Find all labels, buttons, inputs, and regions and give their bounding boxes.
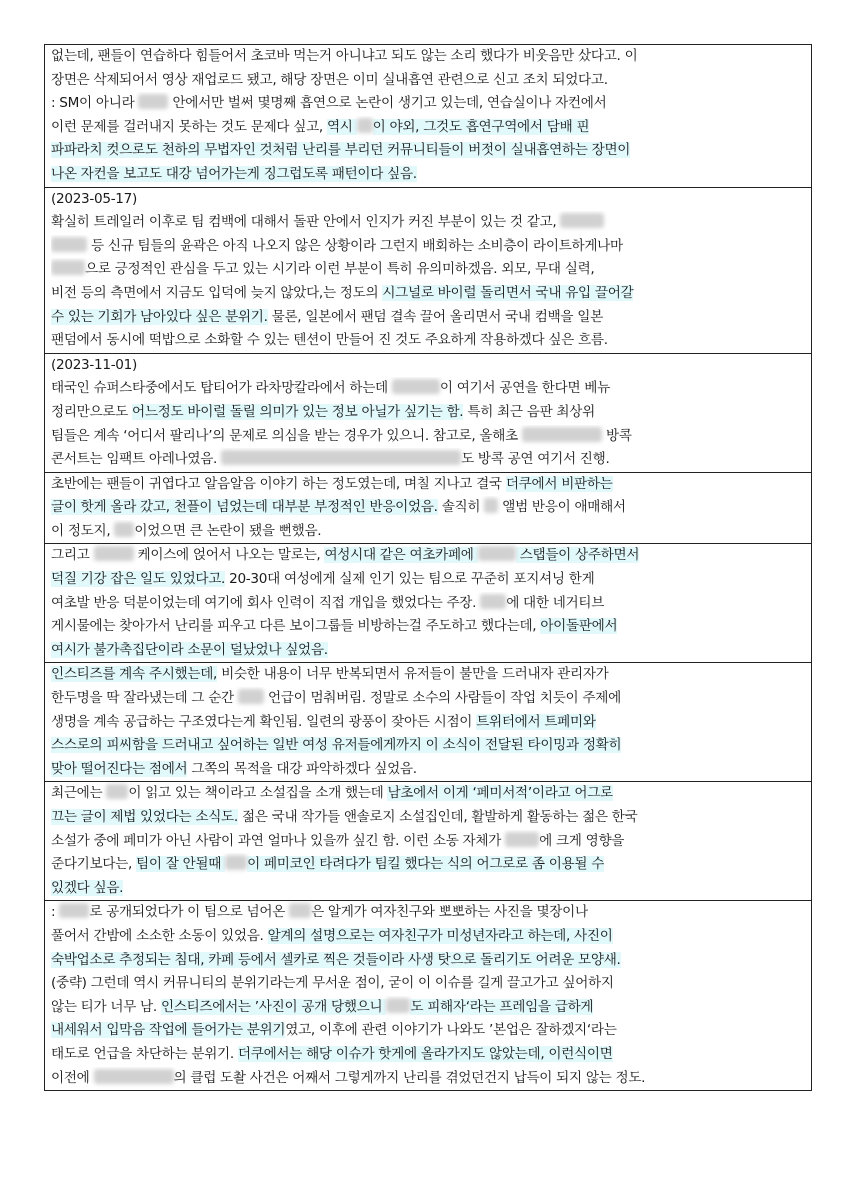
text-line <box>51 377 811 401</box>
redacted-name <box>386 998 410 1013</box>
text-line <box>51 188 811 212</box>
text-segment: 비슷한 내용이 너무 반복되면서 유저들이 불만을 드러내자 관리자가 <box>217 666 609 683</box>
text-segment: 도 방콕 공연 여기서 진행. <box>461 451 610 468</box>
highlighted-text: 내세워서 입막음 작업에 들어가는 분위기 <box>51 1022 286 1039</box>
redacted-name <box>106 784 128 799</box>
highlighted-text: 아이돌판에서 <box>540 618 618 635</box>
text-line <box>51 258 811 282</box>
text-line <box>51 69 811 93</box>
highlighted-text: 스스로의 피씨함을 드러내고 싶어하는 일반 여성 유저들에게까지 이 소식이 전달된 타이밍과 정확히 <box>51 737 622 754</box>
text-segment: 방콕 <box>601 427 632 444</box>
text-segment: 확실히 트레일러 이후로 팀 컴백에 대해서 돌판 안에서 인지가 커진 부분이 있는 것 같고, <box>51 214 561 231</box>
text-segment: 언급이 멈춰버림. 정말로 소수의 사람들이 작업 치듯이 주제에 <box>263 690 621 707</box>
text-line <box>51 758 811 782</box>
text-line <box>51 830 811 854</box>
text-segment: 케이스에 얹어서 나오는 말로는, <box>133 547 325 564</box>
text-line <box>51 734 811 758</box>
text-line <box>51 163 811 187</box>
highlighted-text: 파파라치 컷으로도 천하의 무법자인 것처럼 난리를 부리던 커뮤니티들이 버젓이 실내흡연하는 장면이 <box>51 142 631 159</box>
text-segment: (2023-11-01) <box>51 356 138 373</box>
text-segment: 생명을 계속 공급하는 구조였다는게 확인됨. 일련의 광풍이 잦아든 시점이 <box>51 713 477 730</box>
redacted-name <box>94 1069 174 1084</box>
highlighted-text: 여성시대 같은 여초카페에 <box>324 547 478 564</box>
text-line <box>51 282 811 306</box>
text-segment: 였고, 이후에 관련 이야기가 나와도 ’본업은 잘하겠지‘라는 <box>285 1022 617 1039</box>
text-line <box>51 592 811 616</box>
text-line <box>51 116 811 140</box>
text-segment: 팬덤에서 동시에 떡밥으로 소화할 수 있는 텐션이 만들어 진 것도 주요하게 작용하겠다 싶은 흐름. <box>51 332 608 349</box>
highlighted-text: 여시가 불가촉집단이라 소문이 덜났었나 싶었음. <box>51 641 328 658</box>
redacted-name <box>114 522 134 537</box>
highlighted-text: 인스티즈에서는 ’사진이 공개 당했으니 <box>160 998 387 1015</box>
highlighted-text: 더쿠에서 비판하는 <box>505 475 613 492</box>
highlighted-text: 이 페미코인 타려다가 팀킬 했다는 식의 어그로로 좀 이용될 수 <box>247 856 605 873</box>
text-line <box>51 448 811 472</box>
text-line <box>51 520 811 544</box>
redacted-name <box>51 237 87 252</box>
highlighted-text: 트위터에서 트페미와 <box>476 713 596 730</box>
text-segment: 특히 최근 음판 최상위 <box>463 403 595 420</box>
redacted-name <box>138 94 168 109</box>
text-segment: 게시물에는 찾아가서 난리를 피우고 다른 보이그룹들 비방하는걸 주도하고 했다는데, <box>51 618 541 635</box>
text-segment: 이런 문제를 걸러내지 못하는 것도 문제다 싶고, <box>51 118 327 135</box>
text-line <box>51 1019 811 1043</box>
text-segment: 비전 등의 측면에서 지금도 입덕에 늦지 않았다,는 정도의 <box>51 284 383 301</box>
text-segment: 한두명을 딱 잘라냈는데 그 순간 <box>51 690 238 707</box>
text-line <box>51 425 811 449</box>
table-row <box>45 45 811 188</box>
highlighted-text: 인스티즈를 계속 주시했는데, <box>51 666 218 683</box>
text-segment: 은 알게가 여자친구와 뽀뽀하는 사진을 몇장이나 <box>311 904 588 921</box>
text-line <box>51 877 811 901</box>
highlighted-text: 있겠다 싶음. <box>51 879 124 896</box>
text-line <box>51 401 811 425</box>
text-line <box>51 639 811 663</box>
redacted-name <box>392 379 440 394</box>
text-segment: 등 신규 팀들의 윤곽은 아직 나오지 않은 상황이라 그런지 배회하는 소비층이 라이트하게나마 <box>87 237 623 254</box>
text-line <box>51 1043 811 1067</box>
redacted-name <box>238 689 264 704</box>
text-segment: 이 정도지, <box>51 522 115 539</box>
document-table <box>44 44 812 1091</box>
highlighted-text: 덕질 기강 잡은 일도 있었다고. <box>51 571 226 588</box>
text-line <box>51 853 811 877</box>
text-segment: 장면은 삭제되어서 영상 재업로드 됐고, 해당 장면은 이미 실내흡연 관련으로 신고 조치 되었다고. <box>51 71 608 88</box>
highlighted-text: 남초에서 이게 ‘페미서적’이라고 어그로 <box>387 785 613 802</box>
redacted-name <box>505 832 539 847</box>
redacted-name <box>221 450 461 465</box>
text-segment: 그리고 <box>51 547 94 564</box>
text-line <box>51 45 811 69</box>
text-segment: 않는 티가 너무 남. <box>51 998 161 1015</box>
text-line <box>51 496 811 520</box>
table-row <box>45 782 811 901</box>
text-segment: 앨범 반응이 애매해서 <box>498 499 626 516</box>
redacted-name <box>94 546 134 561</box>
highlighted-text: 끄는 글이 제법 있었다는 소식도. <box>51 809 238 825</box>
text-segment: 준다기보다는, <box>51 856 137 873</box>
text-line <box>51 663 811 687</box>
redacted-name <box>59 903 89 918</box>
text-line <box>51 473 811 497</box>
text-segment: 풀어서 간밤에 소소한 소동이 있었음. <box>51 927 268 944</box>
highlighted-text: 도 피해자‘라는 프레임을 급하게 <box>410 998 594 1015</box>
text-segment: 로 공개되었다가 이 팀으로 넘어온 <box>89 904 290 921</box>
highlighted-text: 역시 <box>326 118 357 135</box>
text-segment: 이었으면 큰 논란이 됐을 뻔했음. <box>134 522 322 539</box>
highlighted-text: 시그널로 바이럴 돌리면서 국내 유입 끌어갈 <box>382 284 634 301</box>
text-line <box>51 329 811 353</box>
text-segment: 솔직히 <box>437 499 485 516</box>
text-line <box>51 711 811 735</box>
text-segment: 그쪽의 목적을 대강 파악하겠다 싶었음. <box>187 760 417 777</box>
text-line <box>51 925 811 949</box>
highlighted-text: 더쿠에서는 해당 이슈가 핫게에 올라가지도 않았는데, 이런식이면 <box>237 1045 613 1062</box>
text-line <box>51 568 811 592</box>
text-segment: 초반에는 팬들이 귀엽다고 알음알음 이야기 하는 정도였는데, 며칠 지나고 결국 <box>51 475 506 492</box>
text-segment: 안에서만 벌써 몇명째 흡연으로 논란이 생기고 있는데, 연습실이나 자컨에서 <box>168 95 607 112</box>
text-segment: 태국인 슈퍼스타중에서도 탑티어가 라차망칼라에서 하는데 <box>51 380 392 397</box>
redacted-name <box>560 213 604 228</box>
text-segment: 이 읽고 있는 책이라고 소설집을 소개 했는데 <box>128 785 388 802</box>
text-segment: 정리만으로도 <box>51 403 133 420</box>
text-line <box>51 306 811 330</box>
table-row <box>45 188 811 354</box>
text-segment: 에 대한 네거티브 <box>506 594 605 611</box>
highlighted-text: 수 있는 기회가 남아있다 싶은 분위기. <box>51 308 268 325</box>
text-segment: 태도로 언급을 차단하는 분위기. <box>51 1045 238 1062</box>
redacted-name <box>289 903 311 918</box>
text-line <box>51 235 811 259</box>
text-line <box>51 544 811 568</box>
redacted-name <box>484 498 498 513</box>
highlighted-text: 이 야외, 그것도 흡연구역에서 담배 핀 <box>372 118 590 135</box>
text-segment: (2023-05-17) <box>51 190 138 207</box>
text-segment: 의 클럽 도촬 사건은 어째서 그렇게까지 난리를 겪었던건지 납득이 되지 않는 정도. <box>173 1069 646 1086</box>
table-row <box>45 663 811 782</box>
text-segment: 물론, 일본에서 팬덤 결속 끌어 올리면서 국내 컴백을 일본 <box>267 308 603 325</box>
text-segment: 에 크게 영향을 <box>539 832 625 849</box>
highlighted-text: 맞아 떨어진다는 점에서 <box>51 760 188 777</box>
page-margin <box>0 1165 850 1201</box>
text-segment: : SM이 아니라 <box>51 95 139 112</box>
text-line <box>51 92 811 116</box>
text-segment: 최근에는 <box>51 785 107 802</box>
redacted-name <box>480 594 506 609</box>
highlighted-text: 알계의 설명으로는 여자친구가 미성년자라고 하는데, 사진이 <box>267 927 613 944</box>
text-segment: 여초발 반응 덕분이었는데 여기에 회사 인력이 직접 개입을 했었다는 주장. <box>51 594 481 611</box>
highlighted-text: 팀이 잘 안될때 <box>136 856 226 873</box>
redacted-name <box>522 427 602 442</box>
text-segment: 팀들은 계속 ‘어디서 팔리나’의 문제로 의심을 받는 경우가 있으니. 참고로, 올해초 <box>51 427 522 444</box>
table-row <box>45 473 811 545</box>
redacted-name <box>478 546 516 561</box>
text-segment: 콘서트는 임팩트 아레나였음. <box>51 451 222 468</box>
table-row <box>45 354 811 473</box>
highlighted-text: 글이 핫게 올라 갔고, 천플이 넘었는데 대부분 부정적인 반응이었음. <box>51 499 438 516</box>
text-segment: : <box>51 904 60 921</box>
text-segment: 20-30대 여성에게 실제 인기 있는 팀으로 꾸준히 포지셔닝 한게 <box>225 571 595 588</box>
highlighted-text: 나온 자컨을 보고도 대강 넘어가는게 징그럽도록 패턴이다 싶음. <box>51 165 417 182</box>
text-line <box>51 901 811 925</box>
highlighted-text: 숙박업소로 추정되는 침대, 카페 등에서 셀카로 찍은 것들이라 사생 탓으로 돌리기도 어려운 모양새. <box>51 951 621 968</box>
text-segment: 이전에 <box>51 1069 94 1086</box>
text-segment: (중략) 그런데 역시 커뮤니티의 분위기라는게 무서운 점이, 굳이 이 이슈를 길게 끌고가고 싶어하지 <box>51 975 614 992</box>
text-segment: 소설가 중에 페미가 아닌 사람이 과연 얼마나 있을까 싶긴 함. 이런 소동 자체가 <box>51 832 506 849</box>
table-row <box>45 544 811 663</box>
redacted-name <box>357 118 373 133</box>
text-segment: 이 여기서 공연을 한다면 베뉴 <box>439 380 610 397</box>
redacted-name <box>51 260 85 275</box>
text-line <box>51 949 811 973</box>
text-line <box>51 782 811 806</box>
text-line <box>51 615 811 639</box>
text-line <box>51 211 811 235</box>
text-line <box>51 972 811 996</box>
text-line <box>51 139 811 163</box>
highlighted-text: 어느정도 바이럴 돌릴 의미가 있는 정보 아닐가 싶기는 함. <box>132 403 464 420</box>
text-segment: 없는데, 팬들이 연습하다 힘들어서 초코바 먹는거 아니냐고 되도 않는 소리 했다가 비웃음만 샀다고. 이 <box>51 48 638 64</box>
text-line <box>51 806 811 830</box>
text-segment: 으로 긍정적인 관심을 두고 있는 시기라 이런 부분이 특히 유의미하겠음. 외모, 무대 실력, <box>85 261 595 278</box>
highlighted-text: 스탭들이 상주하면서 <box>515 547 640 564</box>
text-segment: 젊은 국내 작가들 앤솔로지 소설집인데, 활발하게 활동하는 젊은 한국 <box>237 809 638 825</box>
redacted-name <box>225 855 247 870</box>
text-line <box>51 1067 811 1091</box>
text-line <box>51 996 811 1020</box>
table-row <box>45 901 811 1091</box>
text-line <box>51 354 811 378</box>
text-line <box>51 687 811 711</box>
